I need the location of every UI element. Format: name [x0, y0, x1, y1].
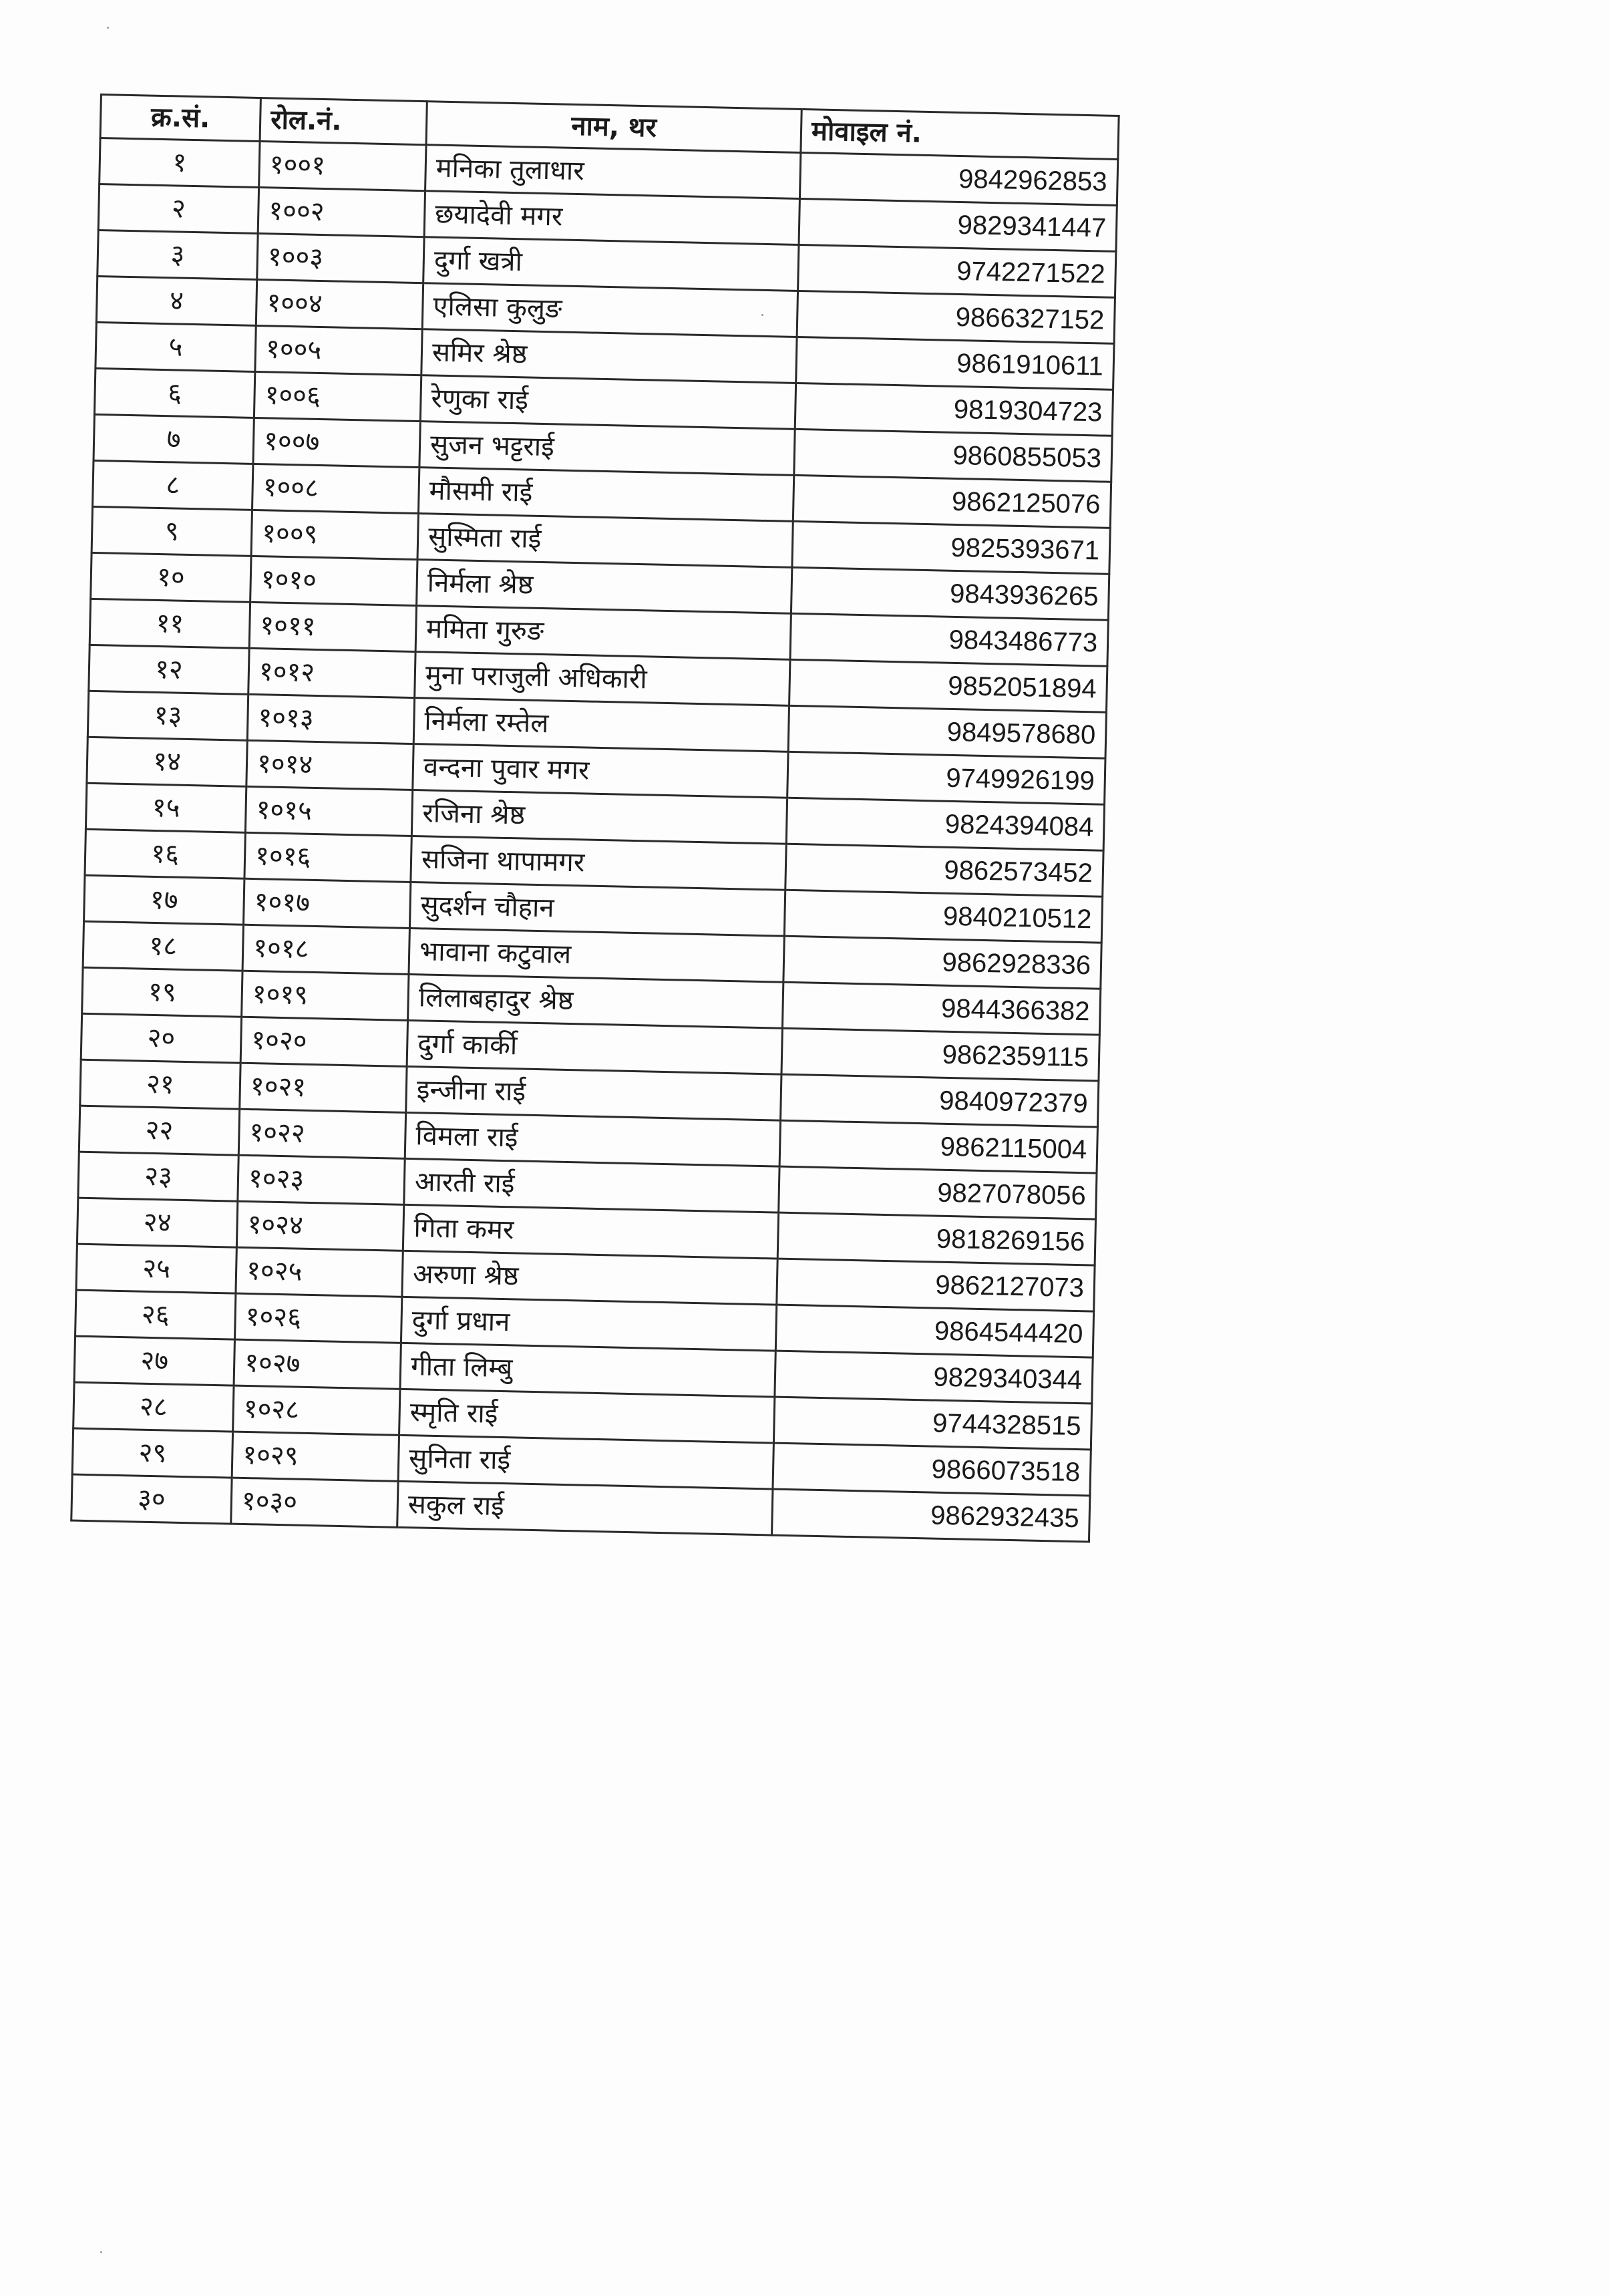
cell-mobile-number: 9866327152	[797, 291, 1115, 343]
cell-serial-number: ३०	[71, 1474, 232, 1524]
cell-roll-number: १०२९	[232, 1432, 399, 1481]
cell-name: स्मृति राई	[399, 1389, 775, 1443]
cell-serial-number: ७	[94, 414, 254, 464]
cell-mobile-number: 9860855053	[794, 429, 1112, 482]
cell-serial-number: १	[100, 138, 260, 188]
cell-roll-number: १००३	[257, 233, 424, 283]
cell-serial-number: १२	[89, 645, 249, 694]
cell-mobile-number: 9818269156	[777, 1212, 1095, 1265]
cell-mobile-number: 9864544420	[775, 1305, 1093, 1357]
cell-mobile-number: 9842962853	[799, 152, 1117, 205]
cell-roll-number: १०२१	[240, 1063, 407, 1112]
cell-name: भावाना कटुवाल	[409, 928, 784, 982]
cell-mobile-number: 9866073518	[773, 1443, 1091, 1496]
cell-mobile-number: 9862125076	[793, 475, 1111, 528]
cell-roll-number: १०१६	[244, 832, 411, 882]
header-roll-number: रोल.नं.	[260, 98, 427, 145]
cell-mobile-number: 9825393671	[792, 521, 1110, 574]
table-body	[71, 138, 1118, 1542]
cell-roll-number: १०१७	[243, 878, 410, 928]
cell-mobile-number: 9843936265	[791, 567, 1109, 620]
cell-name: दुर्गा कार्की	[407, 1020, 782, 1074]
cell-name: आरती राई	[404, 1158, 779, 1212]
cell-mobile-number: 9742271522	[798, 244, 1116, 297]
cell-serial-number: २५	[76, 1244, 236, 1293]
roster-table-wrapper	[70, 94, 1108, 1541]
cell-name: दुर्गा खत्री	[423, 237, 799, 291]
cell-roll-number: १००५	[255, 325, 422, 375]
cell-name: लिलाबहादुर श्रेष्ठ	[408, 974, 783, 1028]
cell-roll-number: १०२०	[240, 1017, 407, 1066]
cell-roll-number: १०१५	[245, 786, 412, 836]
cell-name: सुस्मिता राई	[417, 514, 793, 568]
cell-roll-number: १०१०	[250, 556, 417, 605]
cell-name: छयादेवी मगर	[424, 191, 799, 245]
cell-name: गिता कमर	[403, 1204, 778, 1259]
cell-roll-number: १०११	[249, 602, 416, 651]
cell-serial-number: १४	[87, 737, 247, 786]
cell-serial-number: १०	[91, 552, 251, 602]
cell-roll-number: १०१९	[242, 971, 409, 1020]
cell-mobile-number: 9862573452	[785, 844, 1103, 896]
cell-name: एलिसा कुलुङ	[422, 283, 797, 337]
cell-name: समिर श्रेष्ठ	[421, 329, 797, 383]
cell-serial-number: २०	[81, 1013, 241, 1063]
cell-roll-number: १०२५	[236, 1247, 403, 1297]
cell-serial-number: १८	[83, 921, 243, 971]
cell-serial-number: ११	[90, 599, 250, 648]
cell-name: ममिता गुरुङ	[415, 606, 791, 660]
cell-name: विमला राई	[405, 1112, 780, 1166]
cell-serial-number: १३	[87, 691, 248, 740]
cell-name: सकुल राई	[397, 1481, 773, 1535]
cell-serial-number: ३	[98, 230, 258, 279]
cell-roll-number: १०१२	[248, 648, 415, 697]
cell-roll-number: १०२६	[234, 1293, 401, 1343]
cell-name: मुना पराजुली अधिकारी	[415, 652, 790, 706]
cell-mobile-number: 9862932435	[772, 1489, 1090, 1542]
scan-speck	[107, 27, 109, 29]
cell-roll-number: १००९	[251, 510, 418, 559]
cell-mobile-number: 9861910611	[796, 337, 1114, 389]
cell-mobile-number: 9862928336	[783, 936, 1101, 989]
cell-roll-number: १०२८	[233, 1385, 400, 1435]
cell-serial-number: २४	[77, 1198, 237, 1247]
cell-serial-number: २६	[75, 1290, 236, 1339]
cell-mobile-number: 9840972379	[781, 1074, 1099, 1127]
cell-name: इन्जीना राई	[406, 1066, 781, 1120]
cell-mobile-number: 9840210512	[784, 890, 1102, 943]
cell-mobile-number: 9849578680	[788, 705, 1106, 758]
cell-name: अरुणा श्रेष्ठ	[402, 1251, 777, 1305]
scan-speck	[100, 2251, 102, 2253]
cell-serial-number: ५	[96, 322, 256, 371]
cell-mobile-number: 9862359115	[781, 1028, 1099, 1081]
cell-serial-number: १९	[82, 967, 242, 1017]
cell-roll-number: १०२२	[238, 1109, 405, 1158]
cell-serial-number: २३	[78, 1152, 238, 1201]
cell-name: सुजन भट्टराई	[419, 422, 795, 476]
cell-roll-number: १०३०	[231, 1478, 398, 1527]
cell-mobile-number: 9824394084	[786, 798, 1104, 850]
cell-roll-number: १०२३	[238, 1155, 405, 1204]
cell-mobile-number: 9749926199	[787, 752, 1105, 804]
cell-serial-number: २८	[73, 1382, 234, 1432]
cell-roll-number: १००१	[259, 142, 426, 191]
cell-mobile-number: 9829340344	[775, 1351, 1093, 1404]
cell-name: मौसमी राई	[418, 468, 793, 522]
cell-serial-number: १५	[85, 783, 246, 832]
cell-name: गीता लिम्बु	[400, 1343, 775, 1397]
cell-roll-number: १००७	[253, 418, 420, 467]
cell-serial-number: ४	[96, 276, 256, 325]
cell-serial-number: ९	[92, 506, 252, 556]
cell-name: रेणुका राई	[420, 375, 795, 430]
cell-name: सुनिता राई	[398, 1435, 773, 1489]
cell-roll-number: १००२	[258, 188, 425, 237]
cell-mobile-number: 9862127073	[777, 1259, 1095, 1311]
cell-name: रजिना श्रेष्ठ	[411, 790, 787, 844]
cell-roll-number: १००८	[252, 464, 419, 513]
cell-mobile-number: 9819304723	[795, 383, 1113, 436]
cell-roll-number: १०१३	[247, 694, 414, 744]
cell-serial-number: २२	[79, 1106, 239, 1155]
cell-roll-number: १००४	[256, 279, 423, 329]
cell-serial-number: २१	[80, 1059, 240, 1109]
cell-mobile-number: 9829341447	[799, 198, 1117, 251]
header-mobile-number: मोवाइल नं.	[801, 109, 1119, 159]
student-roster-table	[70, 94, 1119, 1543]
cell-roll-number: १०१४	[246, 740, 413, 790]
cell-roll-number: १०२७	[234, 1339, 401, 1389]
cell-roll-number: १०२४	[236, 1201, 403, 1251]
cell-serial-number: १७	[84, 875, 244, 925]
cell-mobile-number: 9744328515	[773, 1397, 1091, 1450]
cell-serial-number: १६	[85, 829, 245, 878]
cell-name: दुर्गा प्रधान	[401, 1297, 776, 1351]
cell-serial-number: २९	[72, 1428, 232, 1478]
cell-roll-number: १०१८	[242, 925, 409, 974]
cell-mobile-number: 9827078056	[779, 1166, 1097, 1219]
cell-roll-number: १००६	[254, 371, 421, 421]
cell-name: सजिना थापामगर	[411, 836, 786, 890]
cell-mobile-number: 9843486773	[790, 613, 1108, 666]
header-name: नाम, थर	[426, 102, 801, 153]
cell-serial-number: ६	[94, 368, 254, 418]
cell-mobile-number: 9862115004	[779, 1120, 1097, 1173]
cell-name: मनिका तुलाधार	[425, 145, 801, 199]
cell-name: वन्दना पुवार मगर	[413, 744, 788, 798]
header-serial-number: क्र.सं.	[100, 95, 260, 142]
cell-serial-number: २७	[74, 1336, 234, 1385]
cell-name: निर्मला रम्तेल	[413, 698, 789, 752]
cell-name: सुदर्शन चौहान	[409, 882, 785, 936]
cell-mobile-number: 9852051894	[789, 659, 1107, 712]
cell-mobile-number: 9844366382	[782, 982, 1100, 1035]
cell-serial-number: २	[98, 184, 258, 234]
cell-serial-number: ८	[93, 460, 253, 510]
cell-name: निर्मला श्रेष्ठ	[417, 560, 792, 614]
